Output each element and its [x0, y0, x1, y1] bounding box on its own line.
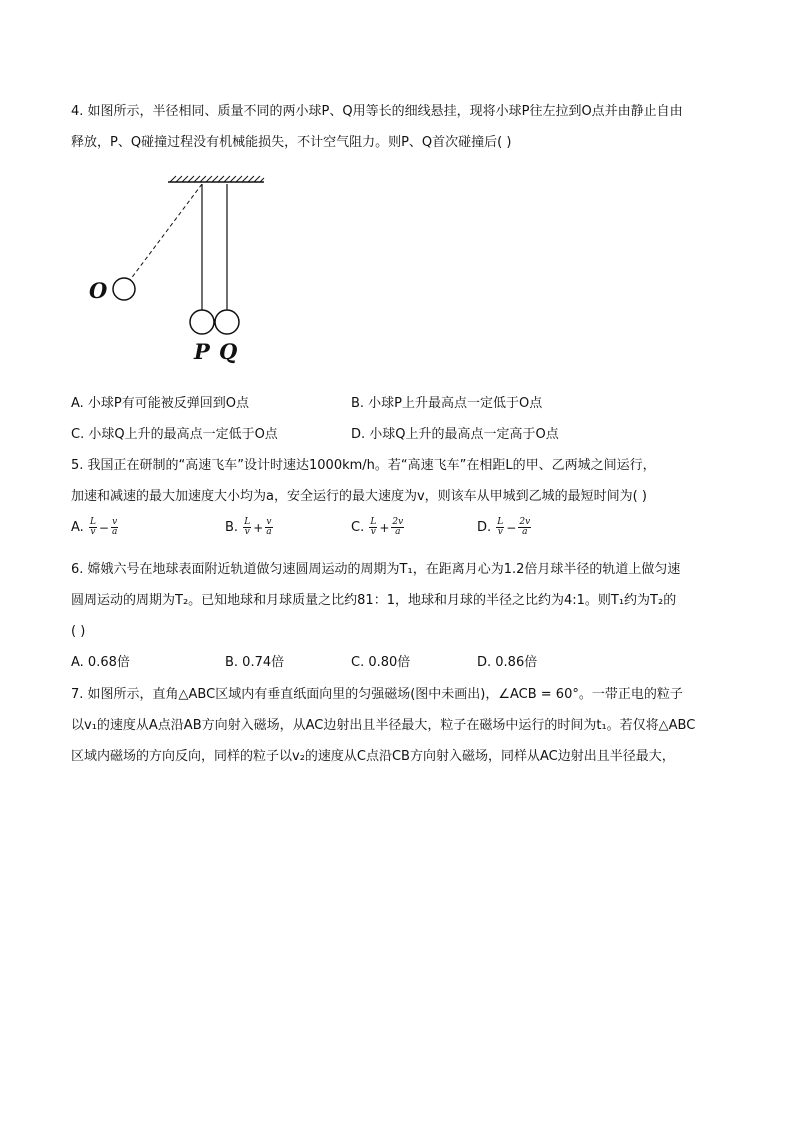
q4-stem-line-1: 4. 如图所示，半径相同、质量不同的两小球P、Q用等长的细线悬挂，现将小球P往左拉到O点并由静止自由	[71, 104, 683, 119]
label-q: Q	[219, 339, 238, 364]
ball-o	[113, 278, 135, 300]
fraction: $\frac{L}{v}$	[89, 517, 96, 537]
fraction: $\frac{L}{v}$	[370, 517, 377, 537]
ceiling	[168, 176, 264, 182]
label-p: P	[194, 339, 210, 364]
fraction: $\frac{L}{v}$	[244, 517, 251, 537]
q6-stem-line-3: ( )	[71, 624, 86, 639]
q7-stem-line-2: 以v₁的速度从A点沿AB方向射入磁场，从AC边射出且半径最大，粒子在磁场中运行的时间为t₁。若仅将△ABC	[71, 718, 696, 733]
q6-stem-line-1: 6. 嫦娥六号在地球表面附近轨道做匀速圆周运动的周期为T₁，在距离月心为1.2倍月球半径的轨道上做匀速	[71, 562, 681, 577]
operator: +	[379, 520, 390, 535]
q5-stem-line-2: 加速和减速的最大加速度大小均为a，安全运行的最大速度为v，则该车从甲城到乙城的最短时间为( )	[71, 489, 647, 504]
fraction: $\frac{2v}{a}$	[392, 517, 404, 537]
q6-option-c[interactable]: C. 0.80倍	[351, 655, 411, 670]
fraction: $\frac{2v}{a}$	[519, 517, 531, 537]
q5-option-a[interactable]	[71, 518, 119, 537]
operator: +	[253, 520, 264, 535]
q6-option-a[interactable]: A. 0.68倍	[71, 655, 130, 670]
option-prefix: D.	[477, 520, 492, 535]
q5-option-b[interactable]	[225, 518, 274, 537]
q6-option-b[interactable]: B. 0.74倍	[225, 655, 285, 670]
q5-option-c[interactable]	[351, 518, 405, 537]
option-prefix: C.	[351, 520, 365, 535]
q7-stem-line-1: 7. 如图所示，直角△ABC区域内有垂直纸面向里的匀强磁场(图中未画出)，∠ACB = 60°。一带正电的粒子	[71, 687, 683, 702]
q4-stem-line-2: 释放，P、Q碰撞过程没有机械能损失，不计空气阻力。则P、Q首次碰撞后( )	[71, 135, 512, 150]
q5-stem-line-1: 5. 我国正在研制的“高速飞车”设计时速达1000km/h。若“高速飞车”在相距L的甲、乙两城之间运行，	[71, 458, 656, 473]
operator: −	[98, 520, 109, 535]
option-prefix: B.	[225, 520, 239, 535]
q6-stem-line-2: 圆周运动的周期为T₂。已知地球和月球质量之比约81：1，地球和月球的半径之比约为4:1。则T₁约为T₂的	[71, 593, 677, 608]
option-prefix: A.	[71, 520, 84, 535]
operator: −	[506, 520, 517, 535]
dashed-string	[130, 184, 202, 280]
q4-option-b[interactable]: B. 小球P上升最高点一定低于O点	[351, 396, 543, 411]
q4-option-a[interactable]: A. 小球P有可能被反弹回到O点	[71, 396, 250, 411]
q6-option-d[interactable]: D. 0.86倍	[477, 655, 538, 670]
fraction: $\frac{v}{a}$	[266, 517, 272, 537]
q7-stem-line-3: 区域内磁场的方向反向，同样的粒子以v₂的速度从C点沿CB方向射入磁场，同样从AC边射出且半径最大，	[71, 749, 675, 764]
q5-option-d[interactable]	[477, 518, 532, 537]
fraction: $\frac{v}{a}$	[111, 517, 118, 537]
ball-p	[190, 310, 214, 334]
fraction: $\frac{L}{v}$	[497, 517, 504, 537]
q4-option-c[interactable]: C. 小球Q上升的最高点一定低于O点	[71, 427, 278, 442]
ball-q	[215, 310, 239, 334]
label-o: O	[89, 278, 108, 303]
pendulum-figure	[86, 170, 286, 370]
q4-option-d[interactable]: D. 小球Q上升的最高点一定高于O点	[351, 427, 559, 442]
